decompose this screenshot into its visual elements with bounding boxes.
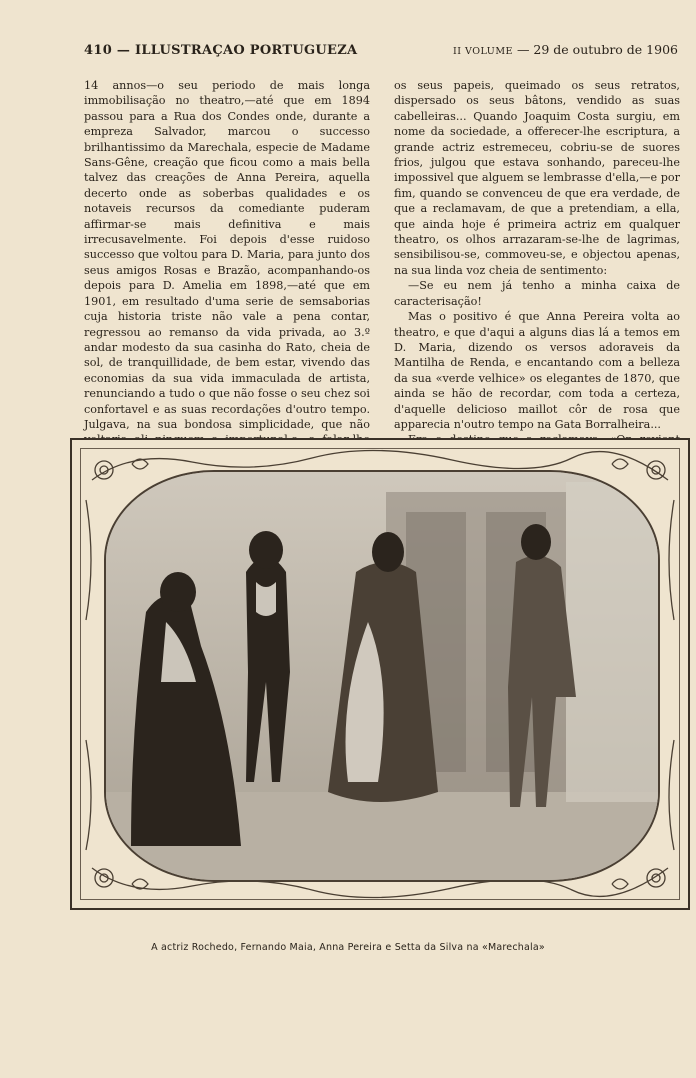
right-paragraph-3: Mas o positivo é que Anna Pereira volta ao theatro, e que d'aqui a alguns dias lá a temos em D. Maria, dizendo os versos adoraveis da Mantilha de Renda, e encantando com a belleza da sua «verde velhice» os elegantes de 1870, que ainda se hão de recordar, com toda a certeza, d'aquelle delicioso maillot côr de rosa que apparecia n'outro tempo na Gata Borralheira... [394,310,680,431]
right-paragraph-1: os seus papeis, queimado os seus retratos, dispersado os seus bâtons, vendido as suas cabelleiras... Quando Joaquim Costa surgiu, em nome da sociedade, a offerecer-lhe escriptura, a grande actriz estremeceu, cobriu-se de suores frios, julgou que estava sonhando, pareceu-lhe impossivel que alguem se lembrasse d'ella,—e por fim, quando se convenceu de que era verdade, de que a reclamavam, de que a pretendiam, a ella, que ainda hoje é primeira actriz em qualquer theatro, os olhos arrazaram-se-lhe de lagrimas, sensibilisou-se, commoveu-se, e objectou apenas, na sua linda voz cheia de sentimento: [394,79,680,277]
photo-figure [70,438,690,910]
issue-info [453,42,678,57]
photo-illustration [106,472,658,880]
volume-label: II VOLUME [453,46,513,57]
photo-caption: A actriz Rochedo, Fernando Maia, Anna Pereira e Setta da Silva na «Marechala» [151,942,545,953]
page-number-and-title: 410 — ILLUSTRAÇAO PORTUGUEZA [84,43,358,58]
left-paragraph-1: 14 annos—o seu periodo de mais longa immobilisação no theatro,—até que em 1894 passou para a Rua dos Condes onde, durante a empreza Salvador, marcou o successo brilhantissimo da Marechala, especie de Madame Sans-Gêne, creação que ficou como a mais bella talvez das creações de Anna Pereira, aquella decerto onde as soberbas qualidades e os notaveis recursos da comediante puderam affirmar-se mais definitiva e mais irrecusavelmente. Foi depois d'esse ruidoso successo que voltou para D. Maria, para junto dos seus amigos Rosas e Brazão, acompanhando-os depois para D. Amelia em 1898,—até que em 1901, em resultado d'uma serie de semsaborias cuja historia triste não vale a pena contar, regressou ao remanso da vida privada, ao 3.º andar modesto da sua casinha do Rato, cheia de sol, de tranquillidade, de bem estar, vivendo das economias da sua vida immaculada de artista, renunciando a tudo o que não fosse o seu chez soi confortavel e as suas recordações d'outro tempo. Julgava, na sua bondosa simplicidade, que não [84,79,370,431]
page-header [84,42,678,62]
right-paragraph-2: —Se eu nem já tenho a minha caixa de caracterisação! [394,279,680,308]
theatre-photograph [104,470,660,882]
issue-date: — 29 de outubro de 1906 [512,42,678,57]
